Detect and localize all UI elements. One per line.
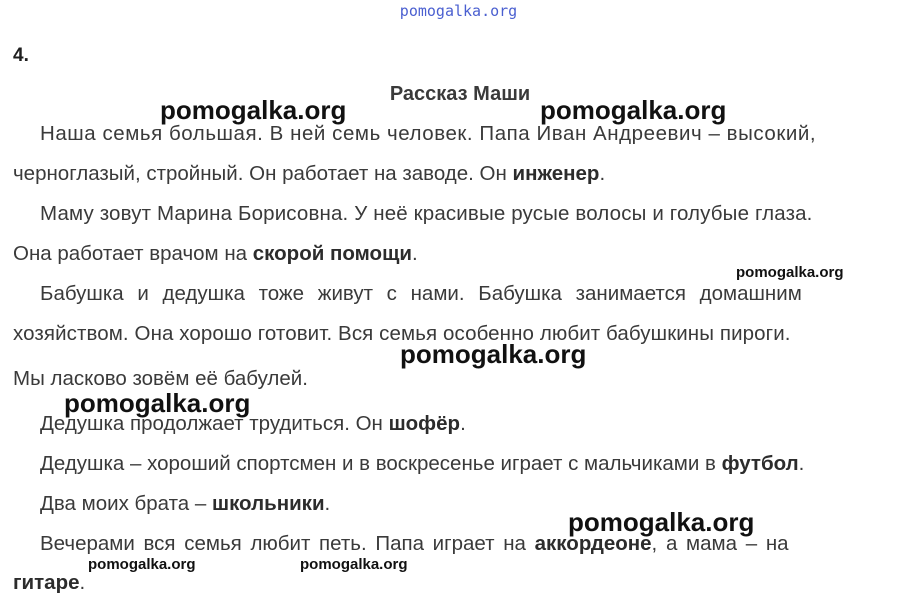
p2-line1-text: Маму зовут Марина Борисовна. У неё красивые русые волосы и голубые глаза. xyxy=(40,202,813,225)
p7-line1-post: , а мама – на xyxy=(651,532,789,555)
p3-line2-text: хозяйством. Она хорошо готовит. Вся семья особенно любит бабушкины пироги. xyxy=(13,322,791,345)
p1-line2-pre: черноглазый, стройный. Он работает на заводе. Он xyxy=(13,162,513,185)
p2-line2 xyxy=(13,242,418,266)
p6-line xyxy=(40,492,330,516)
p7-line2-post: . xyxy=(79,571,86,594)
watermark-7: pomogalka.org xyxy=(88,556,196,573)
p4-pre: Дедушка продолжает трудиться. Он xyxy=(40,412,389,435)
watermark-5: pomogalka.org xyxy=(64,388,251,418)
p2-line1 xyxy=(40,202,813,226)
p3-line3-text: Мы ласково зовём её бабулей. xyxy=(13,367,308,390)
header-watermark: pomogalka.org xyxy=(399,2,518,20)
p6-post: . xyxy=(324,492,331,515)
p7-line1-pre: Вечерами вся семья любит петь. Папа играет на xyxy=(40,532,535,555)
p3-line1 xyxy=(40,282,802,306)
p5-line xyxy=(40,452,804,476)
p1-line1-text: Наша семья большая. В ней семь человек. Папа Иван Андреевич – высокий, xyxy=(40,122,817,145)
p7-line2-bold: гитаре xyxy=(13,571,80,594)
p5-pre: Дедушка – хороший спортсмен и в воскресенье играет с мальчиками в xyxy=(40,452,722,475)
p4-bold: шофёр xyxy=(388,412,461,435)
watermark-3: pomogalka.org xyxy=(736,264,844,281)
p2-line2-bold: скорой помощи xyxy=(252,242,412,265)
p2-line2-pre: Она работает врачом на xyxy=(13,242,253,265)
watermark-4: pomogalka.org xyxy=(400,339,587,369)
task-number: 4. xyxy=(13,45,29,66)
story-title: Рассказ Маши xyxy=(389,83,531,105)
p2-line2-post: . xyxy=(411,242,418,265)
p1-line2-bold: инженер xyxy=(512,162,600,185)
p3-line1-text: Бабушка и дедушка тоже живут с нами. Бабушка занимается домашним xyxy=(40,282,802,305)
p4-post: . xyxy=(460,412,466,435)
p7-line2 xyxy=(13,571,85,595)
p5-bold: футбол xyxy=(721,452,799,475)
p1-line2 xyxy=(13,162,605,186)
p6-bold: школьники xyxy=(211,492,325,515)
p5-post: . xyxy=(798,452,805,475)
p1-line2-post: . xyxy=(599,162,606,185)
watermark-1: pomogalka.org xyxy=(160,95,347,125)
watermark-6: pomogalka.org xyxy=(568,507,755,537)
watermark-2: pomogalka.org xyxy=(540,95,727,125)
p7-line1-bold: аккордеоне xyxy=(534,532,652,555)
p6-pre: Два моих брата – xyxy=(40,492,212,515)
watermark-8: pomogalka.org xyxy=(300,556,408,573)
